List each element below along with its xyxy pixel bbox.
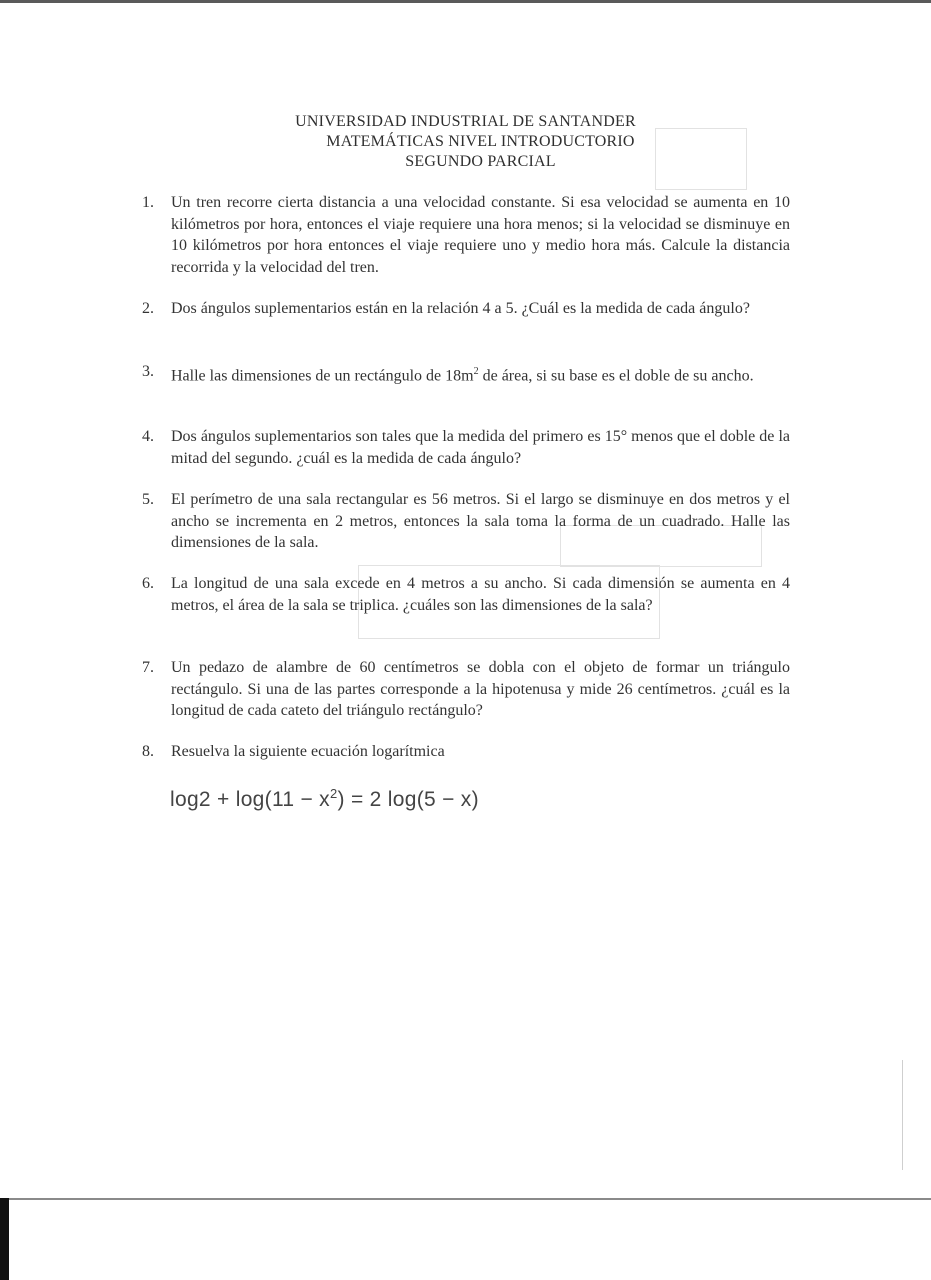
problem-3 [142, 361, 790, 387]
university-title: UNIVERSIDAD INDUSTRIAL DE SANTANDER [295, 113, 636, 130]
problem-number: 2. [142, 300, 154, 317]
problem-text-part: de área, si su base es el doble de su ancho. [478, 367, 754, 385]
problem-number: 8. [142, 743, 154, 760]
problem-text: Resuelva la siguiente ecuación logarítmica [171, 743, 445, 760]
problem-text: Un tren recorre cierta distancia a una velocidad constante. Si esa velocidad se aumenta en 10 kilómetros por hora, entonces el viaje requiere una hora menos; si la velocidad se disminuye en 10 kilómetros por hora entonces el viaje requiere uno y medio hora más. Calcule la distancia recorrida y la velocidad del tren. [171, 194, 790, 276]
exam-title: SEGUNDO PARCIAL [405, 153, 556, 170]
problem-number: 7. [142, 659, 154, 676]
equation-right: = 2 log(5 − x) [344, 788, 479, 811]
problem-number: 6. [142, 575, 154, 592]
course-title: MATEMÁTICAS NIVEL INTRODUCTORIO [326, 133, 635, 150]
problem-number: 4. [142, 428, 154, 445]
problem-6 [142, 573, 790, 616]
exam-header [0, 112, 931, 172]
problem-number: 5. [142, 491, 154, 508]
problem-text: Un pedazo de alambre de 60 centímetros se dobla con el objeto de formar un triángulo rectángulo. Si una de las partes corresponde a la hipotenusa y mide 26 centímetros. ¿cuál es la longitud de cada cateto del triángulo rectángulo? [171, 659, 790, 719]
problem-4 [142, 426, 790, 469]
problem-text: El perímetro de una sala rectangular es 56 metros. Si el largo se disminuye en dos metros y el ancho se incrementa en 2 metros, entonces la sala toma la forma de un cuadrado. Halle las dimensiones de la sala. [171, 491, 790, 551]
problem-text-part: Halle las dimensiones de un rectángulo de 18m [171, 367, 474, 385]
problem-number: 1. [142, 194, 154, 211]
area-exponent: 2 [473, 366, 479, 377]
problem-text: Dos ángulos suplementarios son tales que la medida del primero es 15° menos que el doble de la mitad del segundo. ¿cuál es la medida de cada ángulo? [171, 428, 790, 467]
log-equation [170, 786, 479, 812]
problem-1 [142, 192, 790, 278]
equation-left: log2 + log(11 − x [170, 788, 330, 811]
equation-left-close: ) [337, 788, 345, 811]
scan-top-edge [0, 0, 931, 3]
problem-text [171, 361, 790, 387]
scan-edge-line [902, 1060, 903, 1170]
problem-text: La longitud de una sala excede en 4 metros a su ancho. Si cada dimensión se aumenta en 4 metros, el área de la sala se triplica. ¿cuáles son las dimensiones de la sala? [171, 575, 790, 614]
scan-shadow [0, 1198, 9, 1280]
scan-bottom-edge [0, 1198, 931, 1280]
problem-7 [142, 657, 790, 722]
problem-number: 3. [142, 363, 154, 380]
equation-exponent: 2 [330, 786, 338, 801]
problem-text: Dos ángulos suplementarios están en la relación 4 a 5. ¿Cuál es la medida de cada ángulo? [171, 300, 750, 317]
problem-5 [142, 489, 790, 554]
problem-2 [142, 298, 790, 320]
problem-8 [142, 741, 790, 763]
